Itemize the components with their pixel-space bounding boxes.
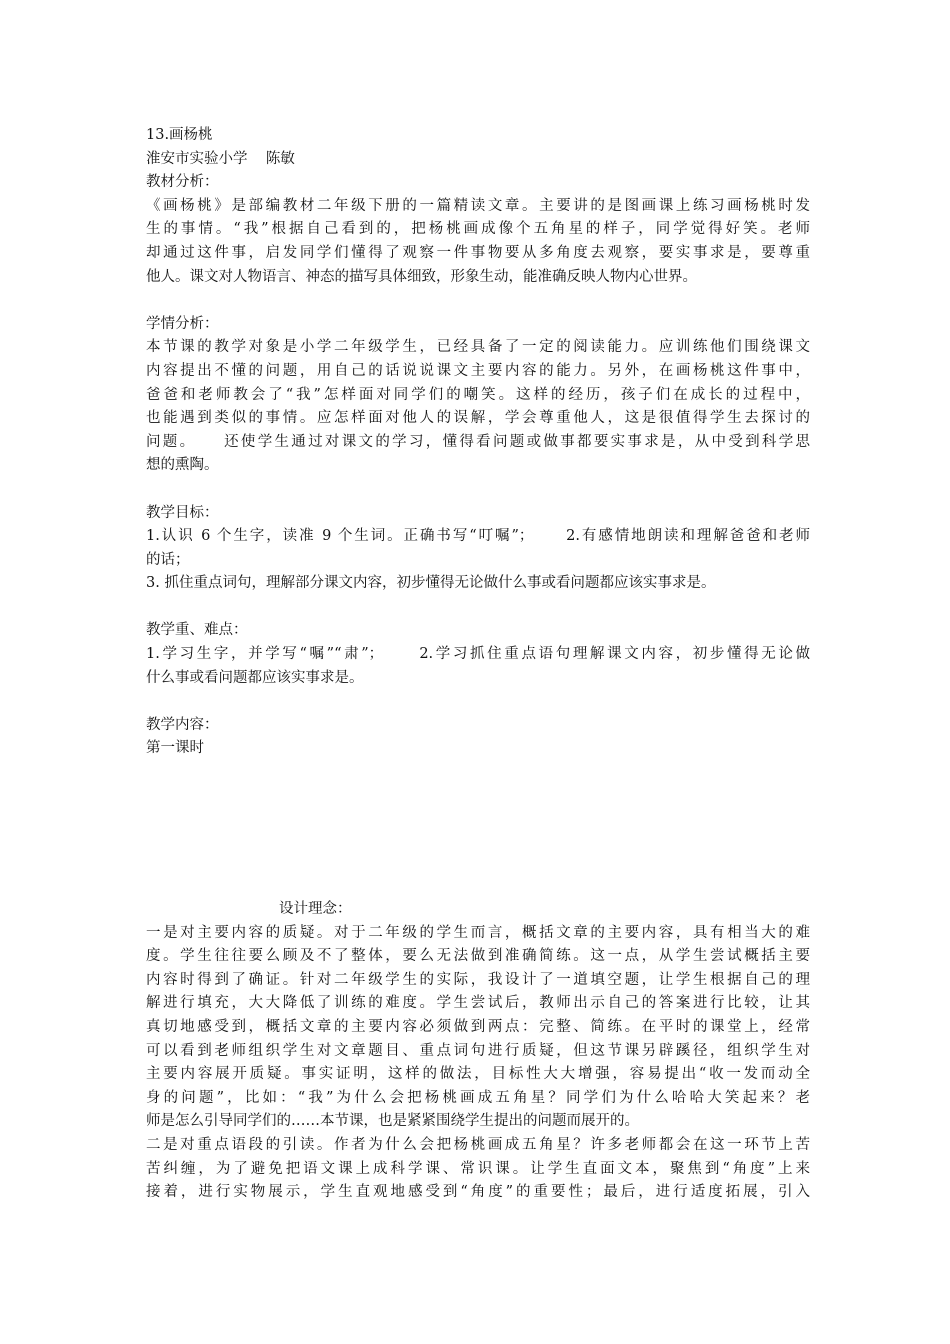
paragraph-line: 本节课的教学对象是小学二年级学生，已经具备了一定的阅读能力。应训练他们围绕课文 bbox=[146, 339, 810, 356]
paragraph-line: 内容提出不懂的问题，用自己的话说说课文主要内容的能力。另外，在画杨桃这件事中， bbox=[146, 362, 810, 379]
lesson-title: 13.画杨桃 bbox=[146, 127, 213, 143]
paragraph-line: 却通过这件事，启发同学们懂得了观察一件事物要从多角度去观察，要实事求是，要尊重 bbox=[146, 244, 810, 261]
paragraph-line: 师是怎么引导同学们的……本节课，也是紧紧围绕学生提出的问题而展开的。 bbox=[146, 1113, 639, 1130]
paragraph-line: 度。学生往往要么顾及不了整体，要么无法做到准确简练。这一点，从学生尝试概括主要 bbox=[146, 948, 810, 965]
paragraph-line: 可以看到老师组织学生对文章题目、重点词句进行质疑，但这节课另辟蹊径，组织学生对 bbox=[146, 1042, 810, 1059]
spacer bbox=[146, 596, 810, 620]
paragraph-line: 1.认识 6 个生字，读准 9 个生词。正确书写“叮嘱”； 2.有感情地朗读和理解爸爸和老师 bbox=[146, 528, 810, 545]
paragraph-line: 真切地感受到，概括文章的主要内容必须做到两点：完整、简练。在平时的课堂上，经常 bbox=[146, 1018, 810, 1035]
paragraph-line: 解进行填充，大大降低了训练的难度。学生尝试后，教师出示自己的答案进行比较，让其 bbox=[146, 995, 810, 1012]
paragraph-line: 1.学习生字，并学写“嘱”“肃”； 2.学习抓住重点语句理解课文内容，初步懂得无论做 bbox=[146, 646, 810, 663]
design-concept-heading: 设计理念： bbox=[279, 901, 352, 917]
key-points-heading: 教学重、难点： bbox=[146, 622, 248, 639]
author-line: 淮安市实验小学 陈敏 bbox=[146, 150, 295, 167]
paragraph-line: 什么事或看问题都应该实事求是。 bbox=[146, 669, 364, 686]
paragraph-line: 一是对主要内容的质疑。对于二年级的学生而言，概括文章的主要内容，具有相当大的难 bbox=[146, 924, 810, 941]
paragraph-line: 主要内容展开质疑。事实证明，这样的做法，目标性大大增强，容易提出“收一发而动全 bbox=[146, 1066, 810, 1083]
student-analysis-heading: 学情分析： bbox=[146, 315, 219, 332]
paragraph-line: 3. 抓住重点词句，理解部分课文内容，初步懂得无论做什么事或看问题都应该实事求是。 bbox=[146, 575, 716, 592]
spacer bbox=[146, 690, 810, 714]
paragraph-line: 身的问题”，比如：“我”为什么会把杨桃画成五角星？同学们为什么哈哈大笑起来？老 bbox=[146, 1089, 810, 1106]
lesson-plan-upper bbox=[146, 124, 810, 761]
paragraph-line: 《画杨桃》是部编教材二年级下册的一篇精读文章。主要讲的是图画课上练习画杨桃时发 bbox=[146, 197, 810, 214]
paragraph-line: 想的熏陶。 bbox=[146, 457, 219, 474]
paragraph-line: 苦纠缠，为了避免把语文课上成科学课、常识课。让学生直面文本，聚焦到“角度”上来 bbox=[146, 1160, 810, 1177]
paragraph-line: 接着，进行实物展示，学生直观地感受到“角度”的重要性；最后，进行适度拓展，引入 bbox=[146, 1184, 810, 1201]
paragraph-line: 问题。 还使学生通过对课文的学习，懂得看问题或做事都要实事求是，从中受到科学思 bbox=[146, 433, 810, 450]
paragraph-line: 的话； bbox=[146, 551, 190, 568]
paragraph-line: 第一课时 bbox=[146, 740, 204, 757]
paragraph-line: 生的事情。“我”根据自己看到的，把杨桃画成像个五角星的样子，同学觉得好笑。老师 bbox=[146, 221, 810, 238]
spacer bbox=[146, 478, 810, 502]
material-analysis-heading: 教材分析： bbox=[146, 174, 219, 191]
design-concept-section bbox=[146, 898, 810, 1205]
teaching-goals-heading: 教学目标： bbox=[146, 504, 219, 521]
paragraph-line: 他人。课文对人物语言、神态的描写具体细致，形象生动，能准确反映人物内心世界。 bbox=[146, 268, 697, 285]
paragraph-line: 爸爸和老师教会了“我”怎样面对同学们的嘲笑。这样的经历，孩子们在成长的过程中， bbox=[146, 386, 810, 403]
paragraph-line: 也能遇到类似的事情。应怎样面对他人的误解，学会尊重他人，这是很值得学生去探讨的 bbox=[146, 410, 810, 427]
paragraph-line: 二是对重点语段的引读。作者为什么会把杨桃画成五角星？许多老师都会在这一环节上苦 bbox=[146, 1136, 810, 1153]
paragraph-line: 内容时得到了确证。针对二年级学生的实际，我设计了一道填空题，让学生根据自己的理 bbox=[146, 971, 810, 988]
spacer bbox=[146, 289, 810, 313]
teaching-content-heading: 教学内容： bbox=[146, 716, 219, 733]
